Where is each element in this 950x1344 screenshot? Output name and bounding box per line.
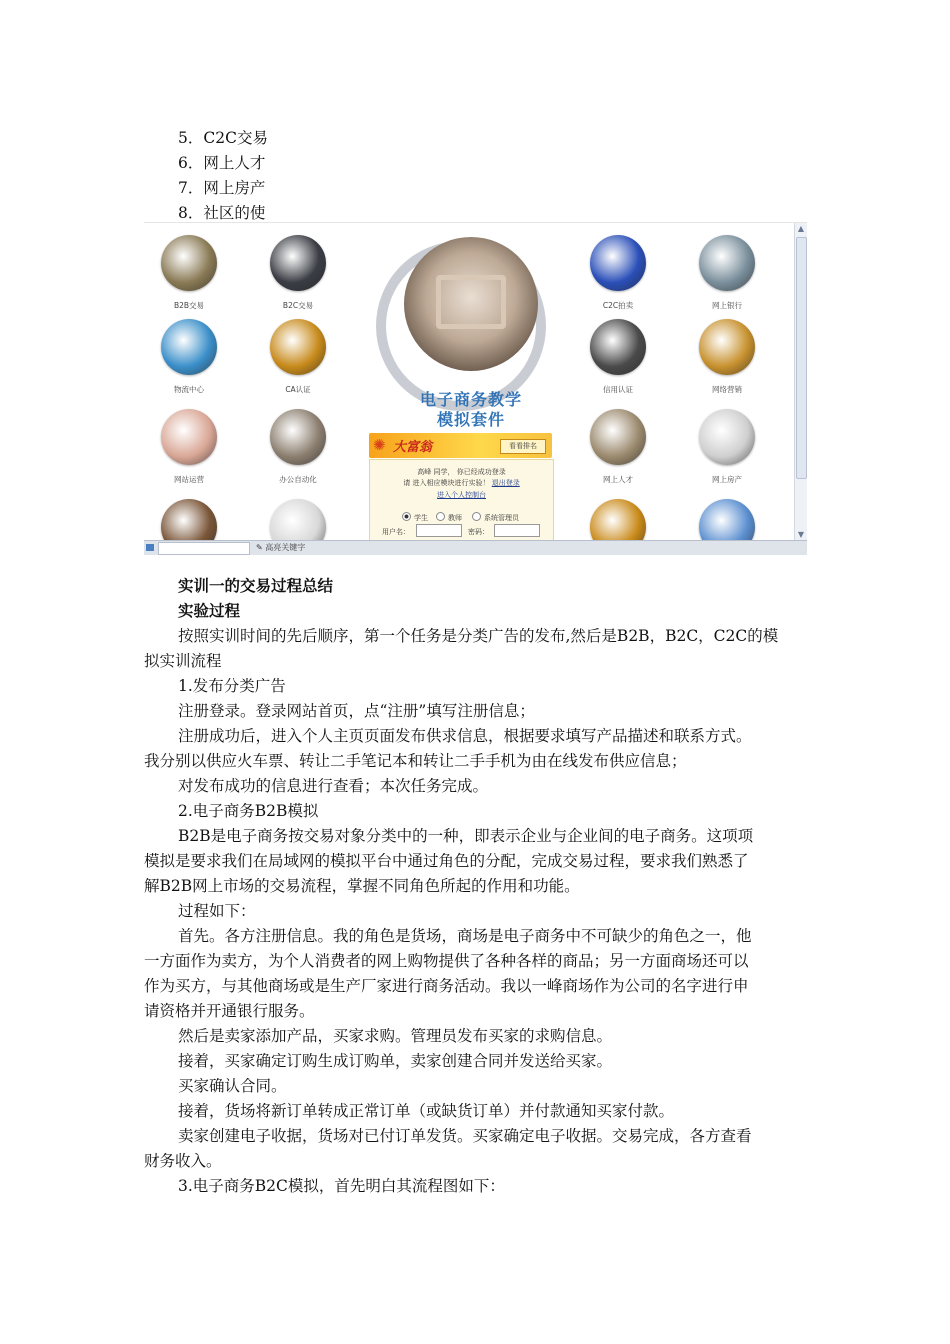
module-label: B2B交易 (173, 301, 205, 310)
paragraph-line: 财务收入。 (144, 1152, 222, 1170)
banner-title: 大富翁 (393, 440, 433, 455)
paragraph-line: 接着，买家确定订购生成订购单，卖家创建合同并发送给买家。 (178, 1052, 613, 1070)
list-item: 6．网上人才 (178, 154, 266, 172)
module-tile[interactable] (677, 235, 777, 311)
module-label: 网站运营 (174, 475, 204, 484)
module-label: 信用认证 (603, 385, 633, 394)
module-tile[interactable] (248, 409, 348, 485)
module-label: C2C拍卖 (602, 301, 634, 310)
module-tile[interactable] (568, 409, 668, 485)
module-tile[interactable] (144, 409, 239, 485)
paragraph-line: 2.电子商务B2B模拟 (178, 802, 319, 820)
status-tab[interactable] (158, 542, 250, 555)
module-label: 网上人才 (603, 475, 633, 484)
module-icon (161, 319, 217, 375)
module-tile[interactable] (248, 319, 348, 395)
password-label: 密码： (468, 528, 489, 536)
module-icon (590, 319, 646, 375)
paragraph-line: B2B是电子商务按交易对象分类中的一种，即表示企业与企业间的电子商务。这项项 (178, 827, 754, 845)
module-icon (590, 409, 646, 465)
module-label: 网上银行 (712, 301, 742, 310)
module-icon (161, 235, 217, 291)
paragraph-line: 卖家创建电子收据，货场对已付订单发货。买家确定电子收据。交易完成，各方查看 (178, 1127, 752, 1145)
module-tile[interactable] (248, 235, 348, 311)
paragraph-line: 请资格并开通银行服务。 (144, 1002, 315, 1020)
platform-screenshot (144, 222, 807, 555)
login-panel (369, 459, 554, 545)
username-label: 用户名： (382, 528, 410, 536)
module-icon (699, 409, 755, 465)
username-field[interactable] (416, 524, 462, 537)
paragraph-line: 注册登录。登录网站首页，点“注册”填写注册信息； (178, 702, 535, 720)
vertical-scrollbar[interactable] (794, 223, 807, 541)
login-status-text: 高峰 同学， 你已经成功登录 (417, 468, 506, 476)
monopoly-banner (369, 433, 552, 458)
logo-title-line1: 电子商务教学 (419, 390, 522, 409)
list-item: 7．网上房产 (178, 179, 266, 197)
paragraph-line: 1.发布分类广告 (178, 677, 286, 695)
module-icon (270, 409, 326, 465)
module-icon (699, 235, 755, 291)
paragraph-line: 首先。各方注册信息。我的角色是货场，商场是电子商务中不可缺少的角色之一，他 (178, 927, 752, 945)
module-label: B2C交易 (282, 301, 314, 310)
paragraph-line: 对发布成功的信息进行查看；本次任务完成。 (178, 777, 489, 795)
scroll-thumb[interactable] (796, 237, 807, 479)
paragraph-line: 然后是卖家添加产品，买家求购。管理员发布买家的求购信息。 (178, 1027, 613, 1045)
status-bar (144, 540, 807, 555)
process-title: 实验过程 (178, 602, 241, 620)
role-admin-radio[interactable]: 系统管理员 (472, 512, 519, 523)
list-item: 8．社区的使 (178, 204, 266, 222)
module-tile[interactable] (677, 409, 777, 485)
paragraph-line: 解B2B网上市场的交易流程，掌握不同角色所起的作用和功能。 (144, 877, 580, 895)
scroll-up-icon[interactable]: ▲ (797, 224, 805, 233)
module-tile[interactable] (568, 319, 668, 395)
control-panel-link[interactable]: 进入个人控制台 (437, 491, 486, 499)
module-tile[interactable] (144, 319, 239, 395)
paragraph-line: 3.电子商务B2C模拟，首先明白其流程图如下： (178, 1177, 505, 1195)
role-student-radio[interactable]: 学生 (402, 512, 428, 523)
paragraph-line: 按照实训时间的先后顺序，第一个任务是分类广告的发布,然后是B2B，B2C，C2C的模 (178, 627, 779, 645)
module-icon (270, 235, 326, 291)
list-item: 5．C2C交易 (178, 129, 268, 147)
paragraph-line: 模拟是要求我们在局域网的模拟平台中通过角色的分配，完成交易过程，要求我们熟悉了 (144, 852, 749, 870)
paragraph-line: 接着，货场将新订单转成正常订单（或缺货订单）并付款通知买家付款。 (178, 1102, 675, 1120)
module-icon (161, 409, 217, 465)
module-icon (270, 319, 326, 375)
role-teacher-radio[interactable]: 教师 (436, 512, 462, 523)
paragraph-line: 拟实训流程 (144, 652, 222, 670)
module-label: 网络营销 (712, 385, 742, 394)
logout-link[interactable]: 退出登录 (491, 479, 520, 487)
paragraph-line: 过程如下： (178, 902, 256, 920)
summary-title: 实训一的交易过程总结 (178, 577, 334, 595)
module-label: 办公自动化 (279, 475, 317, 484)
login-instruction: 请 进入相应模块进行实验！ 退出登录 (403, 479, 520, 487)
highlight-keyword-button[interactable]: ✎ 高亮关键字 (256, 543, 306, 552)
module-tile[interactable] (568, 235, 668, 311)
module-icon (699, 319, 755, 375)
module-label: 网上房产 (712, 475, 742, 484)
logo-title-line2: 模拟套件 (436, 410, 505, 429)
module-label: CA认证 (285, 385, 311, 394)
module-icon (590, 235, 646, 291)
module-label: 物流中心 (174, 385, 204, 394)
paragraph-line: 我分别以供应火车票、转让二手笔记本和转让二手手机为由在线发布供应信息； (144, 752, 687, 770)
view-ranking-button[interactable]: 看看排名 (500, 439, 546, 454)
module-tile[interactable] (144, 235, 239, 311)
paragraph-line: 作为买方，与其他商场或是生产厂家进行商务活动。我以一峰商场作为公司的名字进行申 (144, 977, 749, 995)
paragraph-line: 一方面作为卖方，为个人消费者的网上购物提供了各种各样的商品；另一方面商场还可以 (144, 952, 749, 970)
scroll-down-icon[interactable]: ▼ (797, 530, 805, 539)
page-icon (146, 544, 154, 551)
flame-icon: ✺ (373, 436, 386, 454)
platform-logo (376, 235, 566, 429)
paragraph-line: 买家确认合同。 (178, 1077, 287, 1095)
password-field[interactable] (494, 524, 540, 537)
module-tile[interactable] (677, 319, 777, 395)
paragraph-line: 注册成功后，进入个人主页页面发布供求信息，根据要求填写产品描述和联系方式。 (178, 727, 752, 745)
